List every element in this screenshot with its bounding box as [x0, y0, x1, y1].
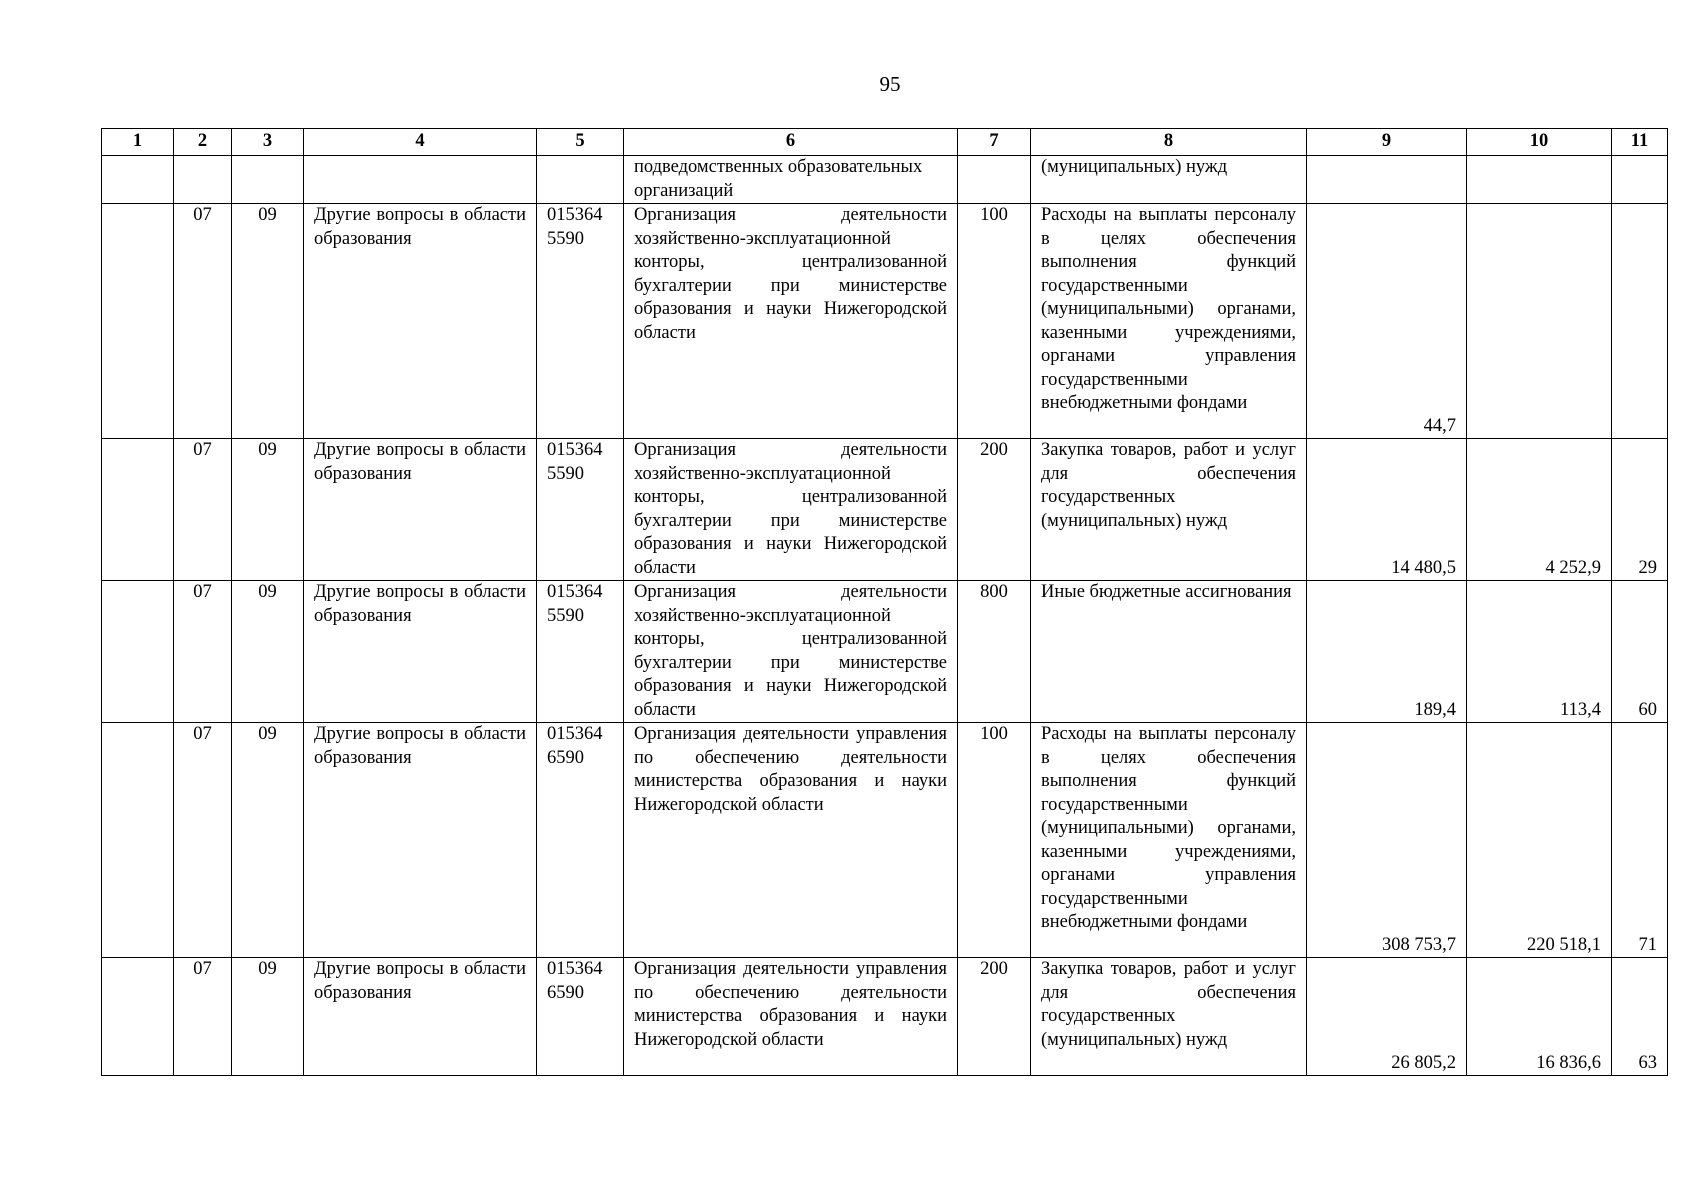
- cell-percent: 60: [1612, 581, 1668, 723]
- header-cell: 11: [1612, 129, 1668, 156]
- cell-subsection: 09: [232, 723, 304, 958]
- cell-percent: 29: [1612, 439, 1668, 581]
- cell-actual: 16 836,6: [1467, 958, 1612, 1076]
- cell-target-name: Организация деятельности управления по обеспечению деятельности министерства образования и науки Нижегородской области: [624, 723, 958, 958]
- cell-percent: [1612, 204, 1668, 439]
- cell-actual: [1467, 156, 1612, 204]
- cell-target-name: Организация деятельности хозяйственно-эксплуатационной конторы, централизованной бухгалтерии при министерстве образования и науки Нижегородской области: [624, 204, 958, 439]
- cell-section: 07: [174, 958, 232, 1076]
- header-cell: 3: [232, 129, 304, 156]
- cell-actual: 4 252,9: [1467, 439, 1612, 581]
- cell-subsection-name: Другие вопросы в области образования: [304, 204, 537, 439]
- header-cell: 10: [1467, 129, 1612, 156]
- header-cell: 2: [174, 129, 232, 156]
- header-cell: 1: [102, 129, 174, 156]
- cell-target-code: 015364 6590: [537, 723, 624, 958]
- cell-target-name: подведомственных образовательных организаций: [624, 156, 958, 204]
- cell-target-code: 015364 6590: [537, 958, 624, 1076]
- cell-percent: 71: [1612, 723, 1668, 958]
- cell-subsection-name: [304, 156, 537, 204]
- page-number: 95: [879, 72, 901, 96]
- cell-subsection: [232, 156, 304, 204]
- cell-expense-name: Закупка товаров, работ и услуг для обеспечения государственных (муниципальных) нужд: [1031, 958, 1307, 1076]
- cell-subsection: 09: [232, 581, 304, 723]
- cell-section: 07: [174, 439, 232, 581]
- cell-section: [174, 156, 232, 204]
- cell-expense-name: Расходы на выплаты персоналу в целях обеспечения выполнения функций государственными (муниципальными) органами, казенными учреждениями, органами управления государственными внебюджетными фондами: [1031, 723, 1307, 958]
- cell-target-name: Организация деятельности хозяйственно-эксплуатационной конторы, централизованной бухгалтерии при министерстве образования и науки Нижегородской области: [624, 439, 958, 581]
- cell-section: 07: [174, 204, 232, 439]
- cell-target-code: 015364 5590: [537, 204, 624, 439]
- cell-subsection: 09: [232, 439, 304, 581]
- header-cell: 7: [958, 129, 1031, 156]
- cell-actual: [1467, 204, 1612, 439]
- cell-plan: 26 805,2: [1307, 958, 1467, 1076]
- cell-col1: [102, 439, 174, 581]
- cell-subsection: 09: [232, 204, 304, 439]
- header-cell: 8: [1031, 129, 1307, 156]
- cell-plan: 44,7: [1307, 204, 1467, 439]
- cell-subsection: 09: [232, 958, 304, 1076]
- cell-actual: 113,4: [1467, 581, 1612, 723]
- cell-plan: 308 753,7: [1307, 723, 1467, 958]
- header-cell: 6: [624, 129, 958, 156]
- cell-subsection-name: Другие вопросы в области образования: [304, 723, 537, 958]
- cell-section: 07: [174, 723, 232, 958]
- cell-plan: 14 480,5: [1307, 439, 1467, 581]
- cell-plan: [1307, 156, 1467, 204]
- header-cell: 4: [304, 129, 537, 156]
- cell-percent: 63: [1612, 958, 1668, 1076]
- cell-expense-name: Закупка товаров, работ и услуг для обеспечения государственных (муниципальных) нужд: [1031, 439, 1307, 581]
- cell-expense-code: [958, 156, 1031, 204]
- budget-table: [101, 128, 1668, 1076]
- cell-target-name: Организация деятельности управления по обеспечению деятельности министерства образования и науки Нижегородской области: [624, 958, 958, 1076]
- table-row: [102, 204, 1668, 439]
- cell-expense-code: 100: [958, 204, 1031, 439]
- header-cell: 5: [537, 129, 624, 156]
- table-row: [102, 581, 1668, 723]
- cell-expense-code: 200: [958, 439, 1031, 581]
- cell-subsection-name: Другие вопросы в области образования: [304, 958, 537, 1076]
- cell-target-code: 015364 5590: [537, 581, 624, 723]
- header-row: [102, 129, 1668, 156]
- cell-subsection-name: Другие вопросы в области образования: [304, 581, 537, 723]
- cell-col1: [102, 581, 174, 723]
- table-row: [102, 723, 1668, 958]
- cell-col1: [102, 958, 174, 1076]
- cell-expense-name: Иные бюджетные ассигнования: [1031, 581, 1307, 723]
- cell-percent: [1612, 156, 1668, 204]
- cell-expense-code: 200: [958, 958, 1031, 1076]
- cell-subsection-name: Другие вопросы в области образования: [304, 439, 537, 581]
- table-row: [102, 156, 1668, 204]
- cell-expense-code: 100: [958, 723, 1031, 958]
- cell-expense-name: (муниципальных) нужд: [1031, 156, 1307, 204]
- cell-col1: [102, 723, 174, 958]
- cell-expense-code: 800: [958, 581, 1031, 723]
- cell-col1: [102, 156, 174, 204]
- cell-target-name: Организация деятельности хозяйственно-эксплуатационной конторы, централизованной бухгалтерии при министерстве образования и науки Нижегородской области: [624, 581, 958, 723]
- header-cell: 9: [1307, 129, 1467, 156]
- cell-plan: 189,4: [1307, 581, 1467, 723]
- table-row: [102, 958, 1668, 1076]
- cell-expense-name: Расходы на выплаты персоналу в целях обеспечения выполнения функций государственными (муниципальными) органами, казенными учреждениями, органами управления государственными внебюджетными фондами: [1031, 204, 1307, 439]
- table-row: [102, 439, 1668, 581]
- cell-target-code: 015364 5590: [537, 439, 624, 581]
- cell-col1: [102, 204, 174, 439]
- cell-actual: 220 518,1: [1467, 723, 1612, 958]
- cell-section: 07: [174, 581, 232, 723]
- cell-target-code: [537, 156, 624, 204]
